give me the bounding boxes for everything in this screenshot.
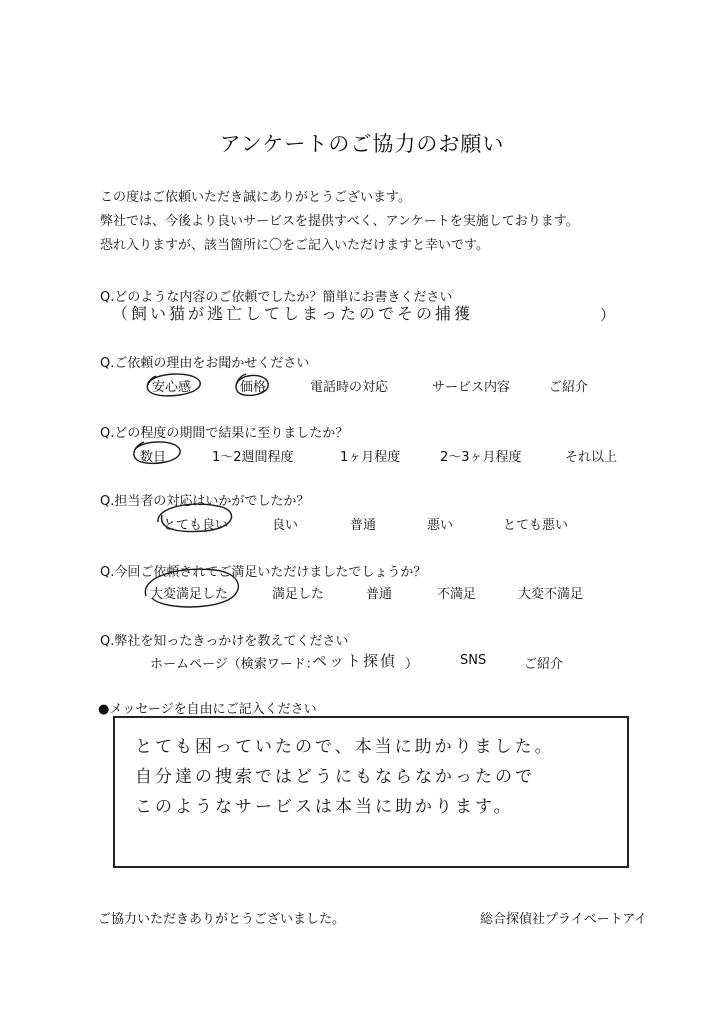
- q6-handwritten-search-word: ペット探偵: [312, 652, 398, 670]
- q2-option-referral: ご紹介: [549, 380, 589, 395]
- question-5: Q.今回ご依頼されてご満足いただけましたでしょうか？: [100, 565, 427, 580]
- message-box: [113, 716, 629, 868]
- footer-thanks: ご協力いただきありがとうございました。: [98, 912, 346, 927]
- q3-option-2-3-months: 2～3ヶ月程度: [440, 450, 522, 465]
- q3-option-few-days: 数日: [140, 450, 167, 465]
- intro-line-2: 弊社では、今後より良いサービスを提供すべく、アンケートを実施しております。: [100, 214, 579, 229]
- intro-line-3: 恐れ入りますが、該当箇所に〇をご記入いただけますと幸いです。: [100, 238, 489, 253]
- q5-option-unsatisfied: 不満足: [437, 587, 477, 602]
- q6-option-sns: SNS: [460, 653, 487, 668]
- question-1: Q.どのような内容のご依頼でしたか？簡単にお書きください: [100, 290, 453, 305]
- q5-option-very-unsatisfied: 大変不満足: [518, 587, 584, 602]
- intro-line-1: この度はご依頼いただき誠にありがとうございます。: [100, 190, 411, 205]
- q3-option-more: それ以上: [565, 450, 618, 465]
- q4-option-bad: 悪い: [427, 518, 454, 533]
- q4-option-very-bad: とても悪い: [503, 518, 569, 533]
- message-line-2: 自分達の捜索ではどうにもならなかったので: [135, 767, 535, 787]
- message-line-3: このようなサービスは本当に助かります。: [135, 797, 514, 817]
- question-3: Q.どの程度の期間で結果に至りましたか？: [100, 426, 349, 441]
- q4-option-normal: 普通: [350, 518, 377, 533]
- q4-option-very-good: とても良い: [163, 518, 229, 533]
- page-title: アンケートのご協力のお願い: [219, 132, 505, 156]
- message-label: ●メッセージを自由にご記入ください: [98, 702, 317, 717]
- q3-option-1-month: 1ヶ月程度: [340, 450, 401, 465]
- message-line-1: とても困っていたので、本当に助かりました。: [135, 737, 555, 757]
- q5-option-very-satisfied: 大変満足した: [150, 587, 229, 602]
- question-1-handwritten-answer: （飼い猫が逃亡してしまったのでその捕獲: [112, 304, 474, 323]
- q5-option-satisfied: 満足した: [272, 587, 325, 602]
- q6-option-referral: ご紹介: [524, 657, 564, 672]
- q6-close-paren: ）: [405, 657, 419, 672]
- q2-option-phone-response: 電話時の対応: [310, 380, 389, 395]
- q5-option-normal: 普通: [366, 587, 393, 602]
- question-4: Q.担当者の対応はいかがでしたか？: [100, 494, 310, 509]
- question-6: Q.弊社を知ったきっかけを教えてください: [100, 634, 349, 649]
- q6-option-homepage: ホームページ（検索ワード：: [150, 657, 319, 672]
- q2-option-anshinkan: 安心感: [152, 380, 192, 395]
- q3-option-1-2-weeks: 1～2週間程度: [212, 450, 294, 465]
- q2-option-kakaku: 価格: [240, 380, 267, 395]
- q2-option-service-content: サービス内容: [432, 380, 511, 395]
- footer-company: 総合探偵社プライベートアイ: [480, 912, 648, 927]
- question-2: Q.ご依頼の理由をお聞かせください: [100, 356, 310, 371]
- question-1-close-paren: ）: [600, 306, 616, 324]
- q4-option-good: 良い: [272, 518, 299, 533]
